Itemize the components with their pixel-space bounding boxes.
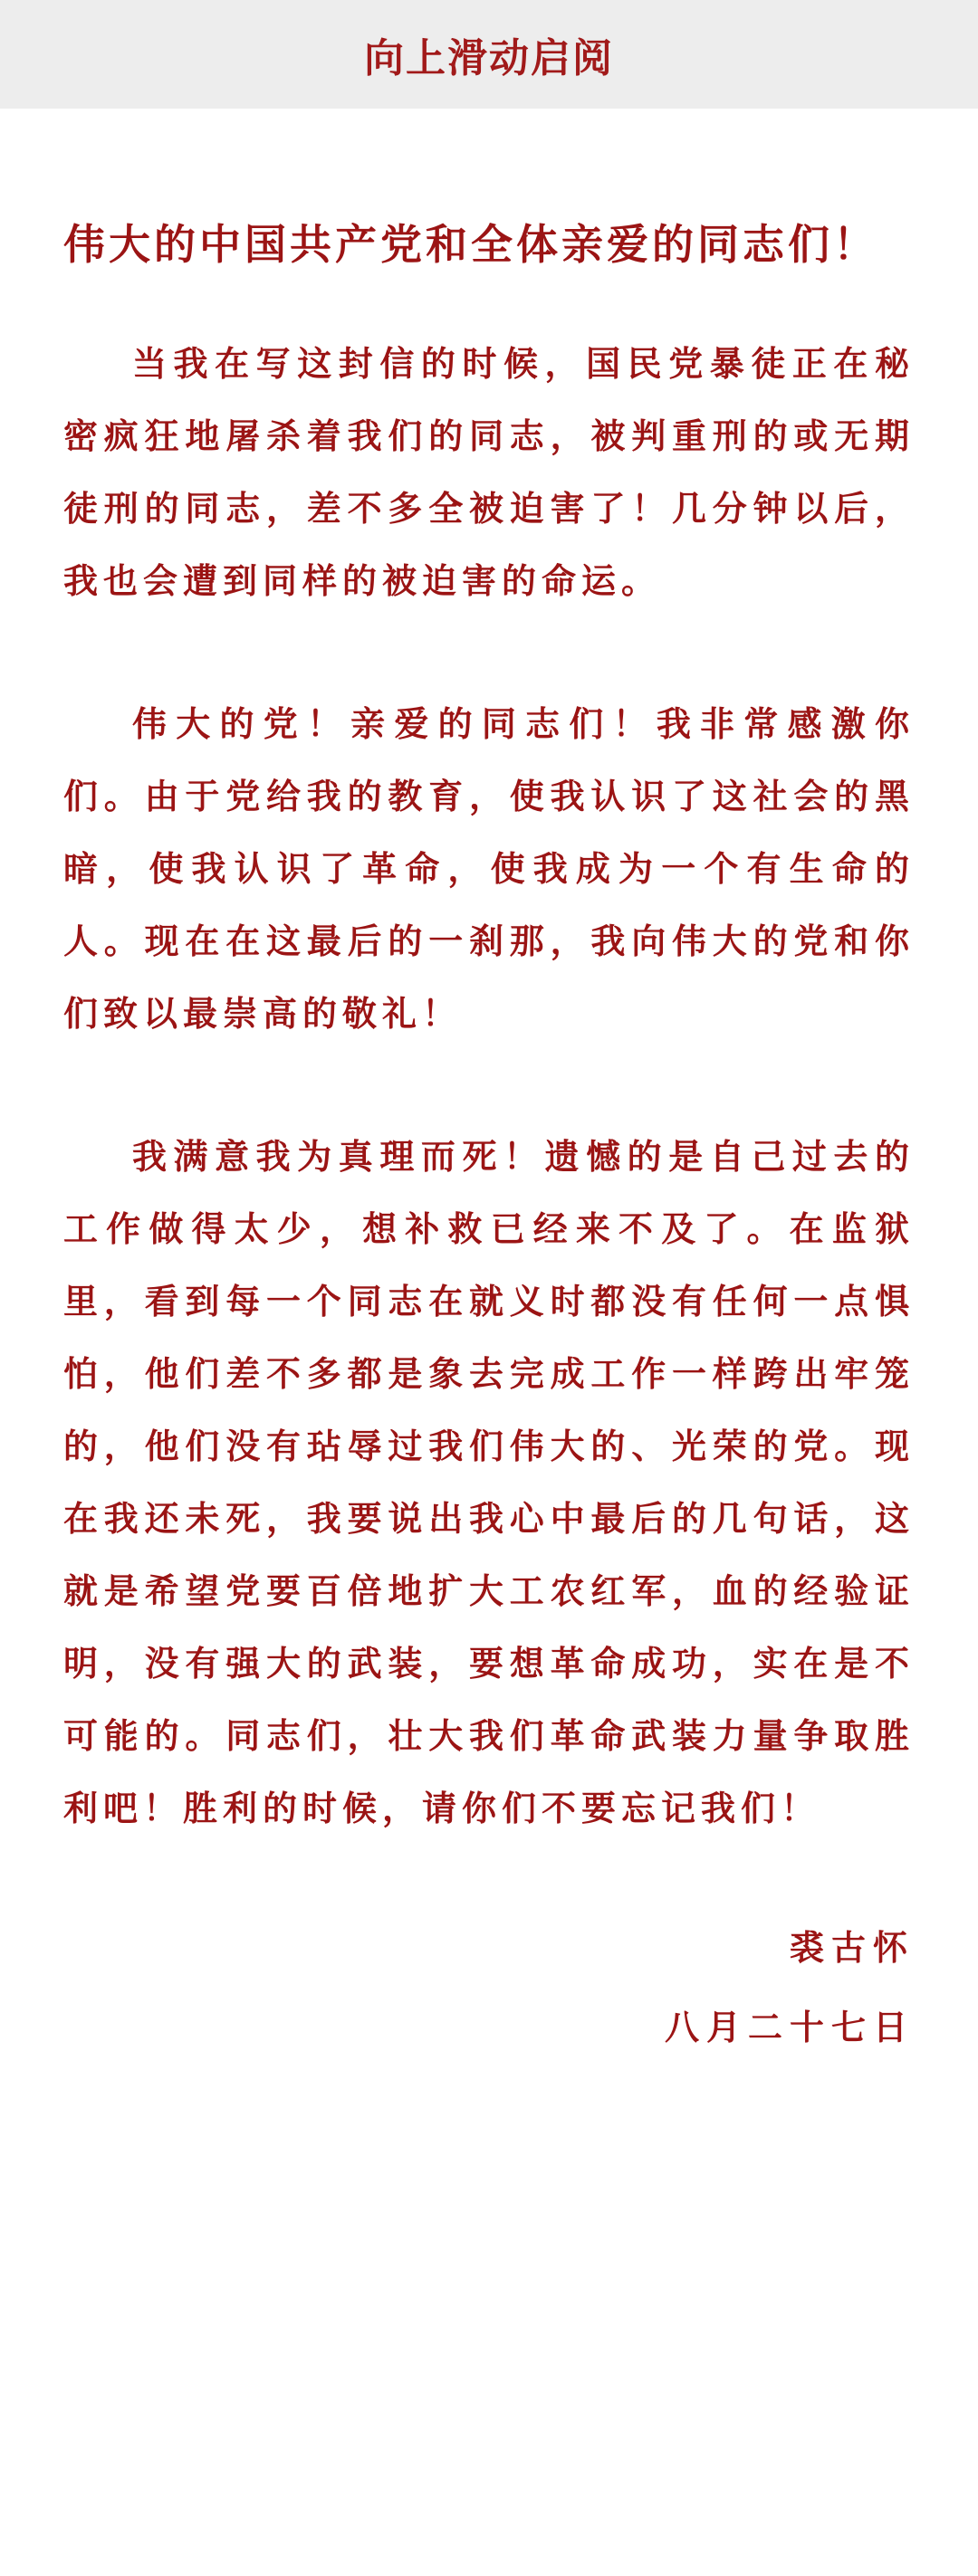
signature-date: 八月二十七日 [664,2007,915,2047]
letter-body [63,208,915,1915]
letter-signature [665,1908,915,2067]
letter-paragraph: 伟大的党！亲爱的同志们！我非常感激你们。由于党给我的教育，使我认识了这社会的黑暗，使我认识了革命，使我成为一个有生命的人。现在在这最后的一刹那，我向伟大的党和你们致以最崇高的敬礼！ [63,703,915,1034]
letter-salutation: 伟大的中国共产党和全体亲爱的同志们！ [63,220,878,269]
signature-name: 裘古怀 [789,1927,915,1968]
top-bar [0,0,978,109]
letter-paragraph: 当我在写这封信的时候，国民党暴徒正在秘密疯狂地屠杀着我们的同志，被判重刑的或无期徒刑的同志，差不多全被迫害了！几分钟以后，我也会遭到同样的被迫害的命运。 [63,343,915,601]
letter-paragraph: 我满意我为真理而死！遗憾的是自己过去的工作做得太少，想补救已经来不及了。在监狱里，看到每一个同志在就义时都没有任何一点惧怕，他们差不多都是象去完成工作一样跨出牢笼的，他们没有玷辱过我们伟大的、光荣的党。现在我还未死，我要说出我心中最后的几句话，这就是希望党要百倍地扩大工农红军，血的经验证明，没有强大的武装，要想革命成功，实在是不可能的。同志们，壮大我们革命武装力量争取胜利吧！胜利的时候，请你们不要忘记我们！ [63,1136,915,1828]
scroll-hint-title: 向上滑动启阅 [364,35,614,81]
